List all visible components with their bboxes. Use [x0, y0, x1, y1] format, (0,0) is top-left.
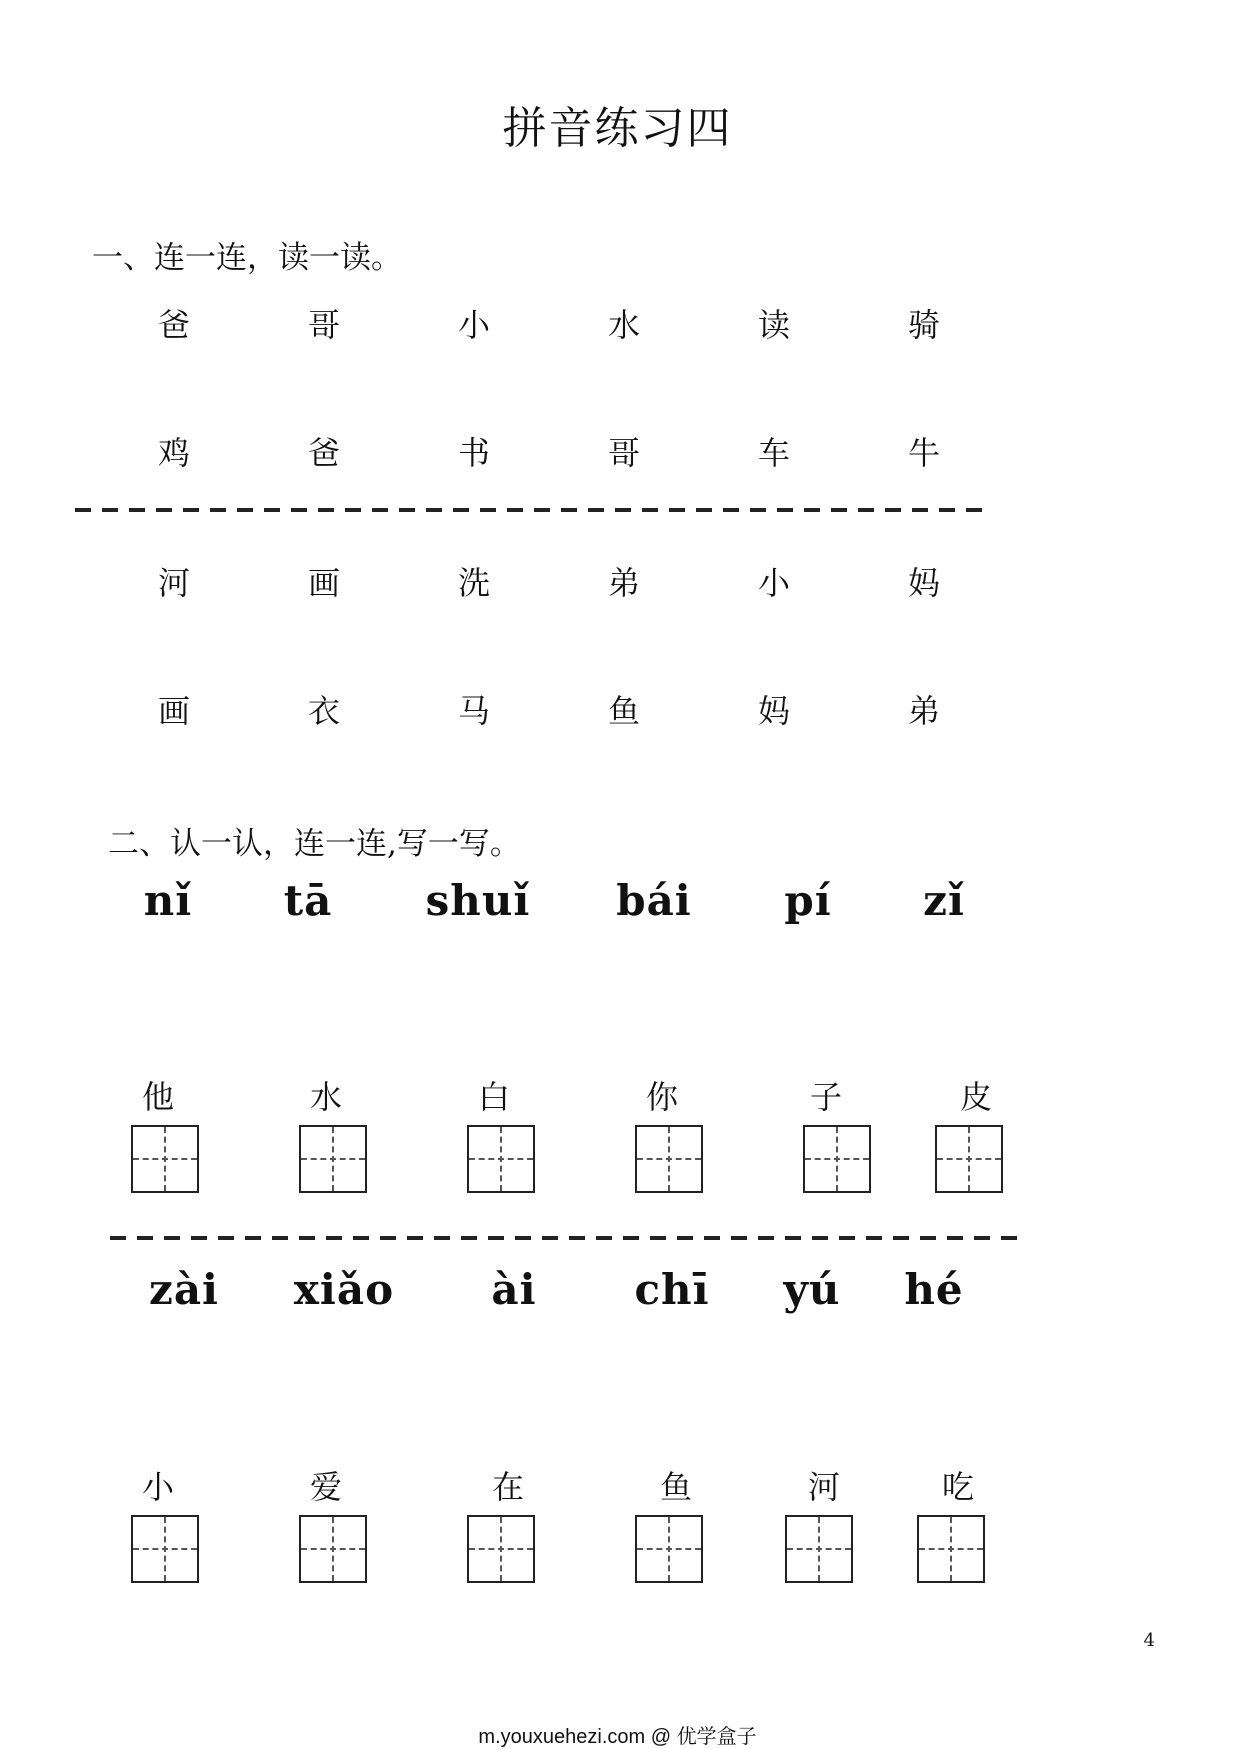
section-2-group-a-char-row — [0, 1072, 1235, 1122]
pinyin-item: zài — [148, 1265, 220, 1314]
char-item: 骑 — [907, 306, 940, 344]
writing-grid-box[interactable] — [935, 1125, 1003, 1193]
char-item: 鱼 — [607, 692, 640, 730]
char-item: 河 — [157, 564, 190, 602]
page-title: 拼音练习四 — [502, 103, 733, 154]
pinyin-item: bái — [616, 876, 692, 925]
char-item: 小 — [457, 306, 490, 344]
char-item: 鱼 — [659, 1468, 692, 1506]
char-item: 洗 — [457, 564, 490, 602]
writing-grid-box[interactable] — [635, 1515, 703, 1583]
char-item: 子 — [809, 1078, 842, 1116]
char-item: 妈 — [757, 692, 790, 730]
char-item: 马 — [457, 692, 490, 730]
pinyin-item: yú — [783, 1265, 841, 1314]
char-item: 他 — [141, 1078, 174, 1116]
writing-grid-box[interactable] — [785, 1515, 853, 1583]
char-item: 哥 — [307, 306, 340, 344]
writing-grid-box[interactable] — [131, 1125, 199, 1193]
section-divider — [75, 508, 985, 512]
char-item: 画 — [307, 564, 340, 602]
char-item: 爸 — [307, 434, 340, 472]
pinyin-item: zǐ — [923, 876, 965, 925]
char-item: 河 — [807, 1468, 840, 1506]
writing-grid-box[interactable] — [131, 1515, 199, 1583]
char-item: 皮 — [959, 1078, 992, 1116]
char-item: 衣 — [307, 692, 340, 730]
char-item: 爸 — [157, 306, 190, 344]
char-item: 你 — [645, 1078, 678, 1116]
writing-grid-box[interactable] — [635, 1125, 703, 1193]
writing-grid-box[interactable] — [467, 1515, 535, 1583]
char-item: 水 — [309, 1078, 342, 1116]
char-item: 鸡 — [157, 434, 190, 472]
char-item: 小 — [757, 564, 790, 602]
pinyin-item: xiǎo — [293, 1265, 395, 1314]
section-1-group-b-top-row — [0, 558, 1235, 608]
writing-grid-box[interactable] — [467, 1125, 535, 1193]
section-2-group-a-pinyin-row — [0, 876, 1235, 936]
char-item: 弟 — [607, 564, 640, 602]
pinyin-item: shuǐ — [425, 876, 531, 925]
section-2-group-b-pinyin-row — [0, 1265, 1235, 1325]
writing-grid-box[interactable] — [299, 1515, 367, 1583]
char-item: 白 — [477, 1078, 510, 1116]
char-item: 哥 — [607, 434, 640, 472]
char-item: 妈 — [907, 564, 940, 602]
pinyin-item: ài — [491, 1265, 537, 1314]
pinyin-item: chī — [634, 1265, 710, 1314]
char-item: 读 — [757, 306, 790, 344]
char-item: 爱 — [309, 1468, 342, 1506]
section-1-group-b-bottom-row — [0, 686, 1235, 736]
char-item: 书 — [457, 434, 490, 472]
section-2-group-b-char-row — [0, 1462, 1235, 1512]
char-item: 吃 — [941, 1468, 974, 1506]
section-1-heading: 一、连一连，读一读。 — [92, 240, 402, 276]
section-2-heading: 二、认一认，连一连,写一写。 — [108, 826, 521, 862]
char-item: 画 — [157, 692, 190, 730]
section-divider — [110, 1236, 1020, 1240]
char-item: 牛 — [907, 434, 940, 472]
pinyin-item: nǐ — [143, 876, 193, 925]
section-1-group-a-top-row — [0, 300, 1235, 350]
footer-watermark: m.youxuehezi.com @ 优学盒子 — [478, 1726, 757, 1748]
page-number: 4 — [1143, 1630, 1155, 1651]
pinyin-item: tā — [283, 876, 333, 925]
pinyin-item: pí — [784, 876, 832, 925]
char-item: 车 — [757, 434, 790, 472]
char-item: 弟 — [907, 692, 940, 730]
section-1-group-a-bottom-row — [0, 428, 1235, 478]
char-item: 在 — [491, 1468, 524, 1506]
pinyin-item: hé — [904, 1265, 964, 1314]
writing-grid-box[interactable] — [299, 1125, 367, 1193]
writing-grid-box[interactable] — [803, 1125, 871, 1193]
char-item: 水 — [607, 306, 640, 344]
writing-grid-box[interactable] — [917, 1515, 985, 1583]
char-item: 小 — [141, 1468, 174, 1506]
